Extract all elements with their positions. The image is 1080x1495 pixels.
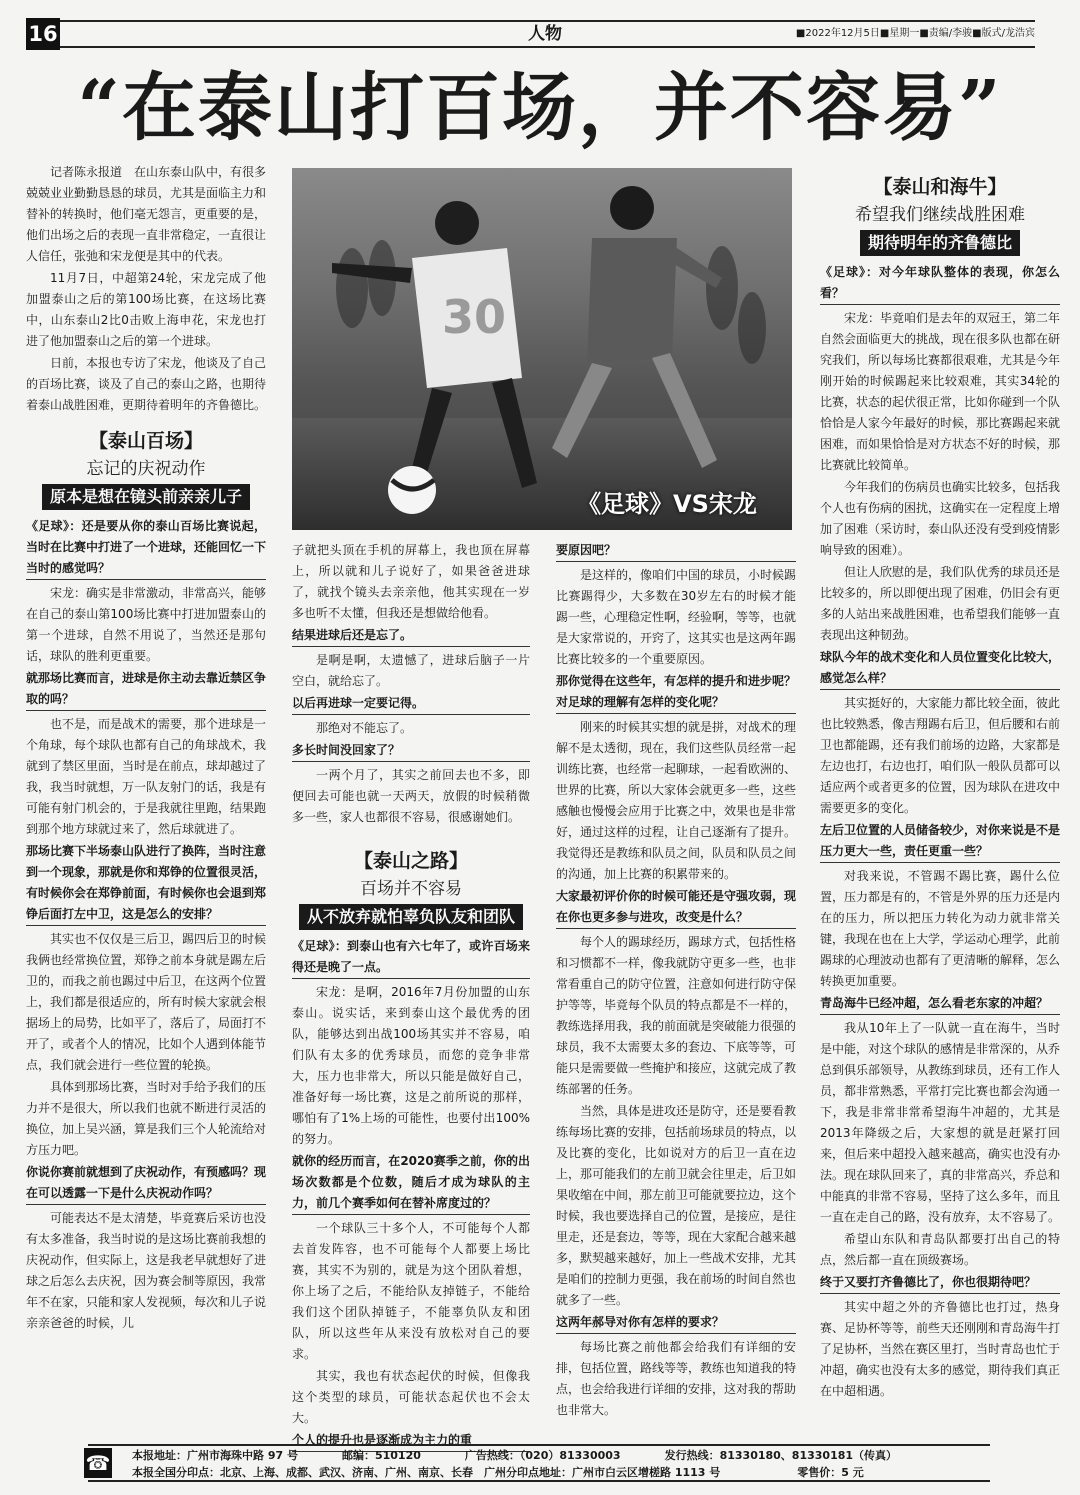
- footer-print-sites: 本报全国分印点：北京、上海、成都、武汉、济南、广州、南京、长春 广州分印点地址：广州市白云区增槎路 1113 号 零售价：5 元: [132, 1466, 864, 1479]
- answer: 是这样的，像咱们中国的球员，小时候踢比赛踢得少，大多数在30岁左右的时候才能踢一些，心理稳定性啊，经验啊，等等，也就是大家常说的，开窍了，这其实也是这两年踢比赛比较多的一个重要原因。: [556, 568, 797, 666]
- paragraph: 日前，本报也专访了宋龙，他谈及了自己的百场比赛，谈及了自己的泰山之路，也期待着泰山战胜困难，更期待着明年的齐鲁德比。: [26, 356, 267, 412]
- article-column-4: [820, 168, 1060, 1438]
- svg-text:30: 30: [442, 290, 507, 344]
- answer: 其实挺好的，大家能力都比较全面，彼此也比较熟悉，像吉翔踢右后卫，但后腰和右前卫也都能踢，还有我们前场的边路，大家都是左边也打，右边也打，咱们队一般队员都可以适应两个或者更多的位置，因为球队在进攻中需要更多的变化。: [820, 696, 1061, 815]
- section-banner: 原本是想在镜头前亲亲儿子: [42, 484, 250, 510]
- question: 以后再进球一定要记得。: [292, 693, 530, 715]
- section-banner: 从不放弃就怕辜负队友和团队: [299, 904, 523, 930]
- issue-meta: ■2022年12月5日■星期一■责编/李骏■版式/龙浩宾: [795, 28, 1035, 39]
- header-rule-bottom: [60, 46, 1035, 48]
- answer: 是啊是啊，太遗憾了，进球后脑子一片空白，就给忘了。: [292, 653, 530, 688]
- answer: 一个球队三十多个人，不可能每个人都去首发阵容，也不可能每个人都要上场比赛，其实不为别的，就是为这个团队着想，你上场了之后，不能给队友掉链子，不能给我们这个团队掉链子，不能辜负队友和团队，所以这些年从来没有放松对自己的要求。: [292, 1221, 530, 1361]
- question-continued: 要原因吧？: [556, 540, 796, 562]
- phone-icon: ☎: [84, 1448, 112, 1478]
- section-label: 人物: [528, 24, 562, 44]
- section-tag: 【泰山百场】: [88, 430, 203, 452]
- answer: 每个人的踢球经历，踢球方式，包括性格和习惯都不一样，像我就防守更多一些，也非常看重自己的防守位置，注意如何进行防守保护等等，毕竟每个队员的特点都是不一样的，教练选择用我，我的前面就是突破能力很强的球员，我不太需要太多的套边、下底等等，可能只是需要做一些掩护和接应，这就完成了教练部署的任务。: [556, 935, 797, 1096]
- footer-bar: [85, 1444, 990, 1482]
- answer: 一两个月了，其实之前回去也不多，即便回去可能也就一天两天，放假的时候稍微多一些，家人也都很不容易，很感谢她们。: [292, 768, 530, 824]
- article-column-1: [26, 162, 266, 1438]
- photo-caption: 《足球》VS宋龙: [577, 490, 757, 518]
- answer: 今年我们的伤病员也确实比较多，包括我个人也有伤病的困扰，这确实在一定程度上增加了困难（采访时，泰山队还没有受到疫情影响导致的困难）。: [820, 480, 1061, 557]
- answer: 那绝对不能忘了。: [316, 721, 413, 735]
- question: 球队今年的战术变化和人员位置变化比较大，感觉怎么样？: [820, 647, 1060, 690]
- answer: 宋龙：是啊，2016年7月份加盟的山东泰山。说实话，来到泰山这个最优秀的团队，能够达到出战100场其实并不容易，咱们队有太多的优秀球员，而您的竞争非常大，压力也非常大，所以只能是做好自己，准备好每一场比赛，这是之前所说的那样，哪怕有了1%上场的可能性，也要付出100%的努力。: [292, 985, 530, 1146]
- answer: 其实也不仅仅是三后卫，踢四后卫的时候我俩也经常换位置，郑铮之前本身就是踢左后卫的，而我之前也踢过中后卫，在这两个位置上，我们都是很适应的，所有时候大家就会根据场上的局势，比如平了，落后了，局面打不开了，或者个人的情况，比如个人遇到体能节点，我们就会进行一些位置的轮换。: [26, 932, 267, 1072]
- section-tag: 【泰山之路】: [353, 850, 468, 872]
- question: 这两年郝导对你有怎样的要求？: [556, 1312, 796, 1334]
- answer: 但让人欣慰的是，我们队优秀的球员还是比较多的，所以即便出现了困难，仍旧会有更多的人站出来战胜困难，也希望我们能够一直表现出这种韧劲。: [820, 565, 1061, 642]
- players-illustration: [292, 168, 792, 530]
- answer: 可能表达不是太清楚，毕竟赛后采访也没有太多准备，我当时说的是这场比赛前我想的庆祝动作，但实际上，这是我老早就想好了进球之后怎么去庆祝，因为赛会制等原因，我常年不在家，只能和家人发视频，每次和儿子说亲亲爸爸的时候，儿: [26, 1211, 267, 1330]
- player-number-30: [332, 201, 537, 488]
- lead-paragraph: 记者陈永报道 在山东泰山队中，有很多兢兢业业勤勤恳恳的球员，尤其是面临主力和替补的转换时，他们毫无怨言，更重要的是，他们出场之后的表现一直非常稳定，一直很让人信任，张弛和宋龙便是其中的代表。: [26, 165, 267, 263]
- section-heading: [820, 172, 1060, 256]
- answer: 刚来的时候其实想的就是拼，对战术的理解不是太透彻，现在，我们这些队员经常一起训练比赛，也经常一起聊球，一起看欧洲的、世界的比赛，所以大家体会就更多一些，这些感触也慢慢会应用于比赛之中，效果也是非常好，通过这样的过程，让自己逐渐有了提升。我觉得还是教练和队员之间，队员和队员之间的沟通，加上比赛的积累带来的。: [556, 720, 797, 881]
- article-column-3: [556, 540, 796, 1438]
- page-number: 16: [26, 18, 60, 50]
- article-column-2: [292, 540, 530, 1447]
- question: 个人的提升也是逐渐成为主力的重: [292, 1430, 530, 1452]
- question: 青岛海牛已经冲超，怎么看老东家的冲超？: [820, 993, 1060, 1015]
- headline: “在泰山打百场，并不容易”: [77, 65, 1003, 151]
- answer-continued: 子就把头顶在手机的屏幕上，我也顶在屏幕上，所以就和儿子说好了，如果爸爸进球了，就找个镜头去亲亲他，他其实现在一岁多也听不太懂，但我还是想做给他看。: [292, 543, 530, 620]
- match-photo: [292, 168, 792, 530]
- section-subtitle: 忘记的庆祝动作: [86, 459, 206, 479]
- question: 结果进球后还是忘了。: [292, 625, 530, 647]
- section-subtitle: 希望我们继续战胜困难: [855, 205, 1025, 225]
- question: 《足球》：还是要从你的泰山百场比赛说起，当时在比赛中打进了一个进球，还能回忆一下当时的感觉吗？: [26, 516, 266, 580]
- ball-icon: [388, 466, 436, 514]
- question: 你说你赛前就想到了庆祝动作，有预感吗？现在可以透露一下是什么庆祝动作吗？: [26, 1162, 266, 1205]
- answer: 宋龙：确实是非常激动，非常高兴，能够在自己的泰山第100场比赛中打进加盟泰山的第一个进球，自然不用说了，当然还是那句话，球队的胜利更重要。: [26, 586, 267, 663]
- paragraph: 11月7日，中超第24轮，宋龙完成了他加盟泰山之后的第100场比赛，在这场比赛中，山东泰山2比0击败上海申花，宋龙也打进了他加盟泰山之后的第一个进球。: [26, 271, 266, 348]
- section-heading: [26, 426, 266, 510]
- footer-address: 本报地址：广州市海珠中路 97 号 邮编：510120 广告热线：（020）81330003 发行热线：81330180、81330181（传真）: [132, 1449, 898, 1462]
- section-subtitle: 百场并不容易: [360, 879, 462, 899]
- answer: 每场比赛之前他都会给我们有详细的安排，包括位置，路线等等，教练也知道我的特点，也会给我进行详细的安排，这对我的帮助也非常大。: [556, 1340, 797, 1417]
- question: 左后卫位置的人员储备较少，对你来说是不是压力更大一些，责任更重一些？: [820, 820, 1060, 863]
- answer: 对我来说，不管踢不踢比赛，踢什么位置，压力都是有的，不管是外界的压力还是内在的压力，所以把压力转化为动力就非常关键，我现在也在上大学，学运动心理学，此前踢球的心理波动也都有了更清晰的解释，怎么转换更加重要。: [820, 869, 1061, 988]
- answer: 希望山东队和青岛队都要打出自己的特点，然后都一直在顶级赛场。: [820, 1232, 1060, 1267]
- question: 那场比赛下半场泰山队进行了换阵，当时注意到一个现象，那就是你和郑铮的位置很灵活，有时候你会在郑铮前面，有时候你也会退到郑铮后面打左中卫，这是怎么的安排？: [26, 841, 266, 926]
- player-song-long: [552, 186, 722, 468]
- question: 大家最初评价你的时候可能还是守强攻弱，现在你也更多参与进攻，改变是什么？: [556, 886, 796, 929]
- answer: 其实中超之外的齐鲁德比也打过，热身赛、足协杯等等，前些天还刚刚和青岛海牛打了足协杯，当然在赛区里打，当时青岛也忙于冲超，确实也没有太多的感觉，期待我们真正在中超相遇。: [820, 1300, 1061, 1398]
- question: 终于又要打齐鲁德比了，你也很期待吧？: [820, 1272, 1060, 1294]
- answer: 当然，具体是进攻还是防守，还是要看教练每场比赛的安排，包括前场球员的特点，以及比赛的变化，比如说对方的后卫一直在边上，那可能我们的左前卫就会往里走，后卫如果收缩在中间，那左前卫可能就要拉边，这个时候，我也要选择自己的位置，是接应，是往里走，还是套边，等等，现在大家配合越来越多，默契越来越好，加上一些战术安排，尤其是咱们的控制力更强，我在前场的时间自然也就多了一些。: [556, 1104, 797, 1307]
- answer: 具体到那场比赛，当时对手给予我们的压力并不是很大，所以我们也就不断进行灵活的换位，加上吴兴涵，算是我们三个人轮流给对方压力吧。: [26, 1080, 267, 1157]
- question: 《足球》：到泰山也有六七年了，或许百场来得还是晚了一点。: [292, 936, 530, 979]
- question: 就你的经历而言，在2020赛季之前，你的出场次数都是个位数，随后才成为球队的主力，前几个赛季如何在替补席度过的？: [292, 1151, 530, 1215]
- section-tag: 【泰山和海牛】: [873, 176, 1007, 198]
- question: 那你觉得在这些年，有怎样的提升和进步呢？对足球的理解有怎样的变化呢？: [556, 671, 796, 714]
- answer: 也不是，而是战术的需要，那个进球是一个角球，每个球队也都有自己的角球战术，我就到了禁区里面，当时是在前点，球却越过了我，我当时就想，万一队友射门的话，我是有可能有射门机会的，于是我就往里跑，结果跑到那个地方球就过来了，然后球就进了。: [26, 717, 267, 836]
- section-heading: [292, 846, 530, 930]
- question: 就那场比赛而言，进球是你主动去靠近禁区争取的吗？: [26, 668, 266, 711]
- question: 《足球》：对今年球队整体的表现，你怎么看？: [820, 262, 1060, 305]
- answer: 其实，我也有状态起伏的时候，但像我这个类型的球员，可能状态起伏也不会太大。: [292, 1369, 530, 1425]
- answer: 我从10年上了一队就一直在海牛，当时是中能，对这个球队的感情是非常深的，从乔总到俱乐部领导，从教练到球员，还有工作人员，都非常熟悉，平常打完比赛也都会沟通一下，我是非常非常希望海牛冲超的，尤其是2013年降级之后，大家想的就是赶紧打回来，但后来中超投入越来越高，确实也没有办法。现在球队回来了，真的非常高兴，乔总和中能真的非常不容易，坚持了这么多年，而且一直在走自己的路，没有放弃，太不容易了。: [820, 1021, 1061, 1224]
- question: 多长时间没回家了？: [292, 740, 530, 762]
- section-banner: 期待明年的齐鲁德比: [860, 230, 1020, 256]
- answer: 宋龙：毕竟咱们是去年的双冠王，第二年自然会面临更大的挑战，现在很多队也都在研究我们，所以每场比赛都很艰难，尤其是今年刚开始的时候踢起来比较艰难，其实34轮的比赛，状态的起伏很正常，比如你碰到一个队恰恰是人家今年最好的时候，那比赛踢起来就困难，而如果恰恰是对方状态不好的时候，那比赛就比较简单。: [820, 311, 1061, 472]
